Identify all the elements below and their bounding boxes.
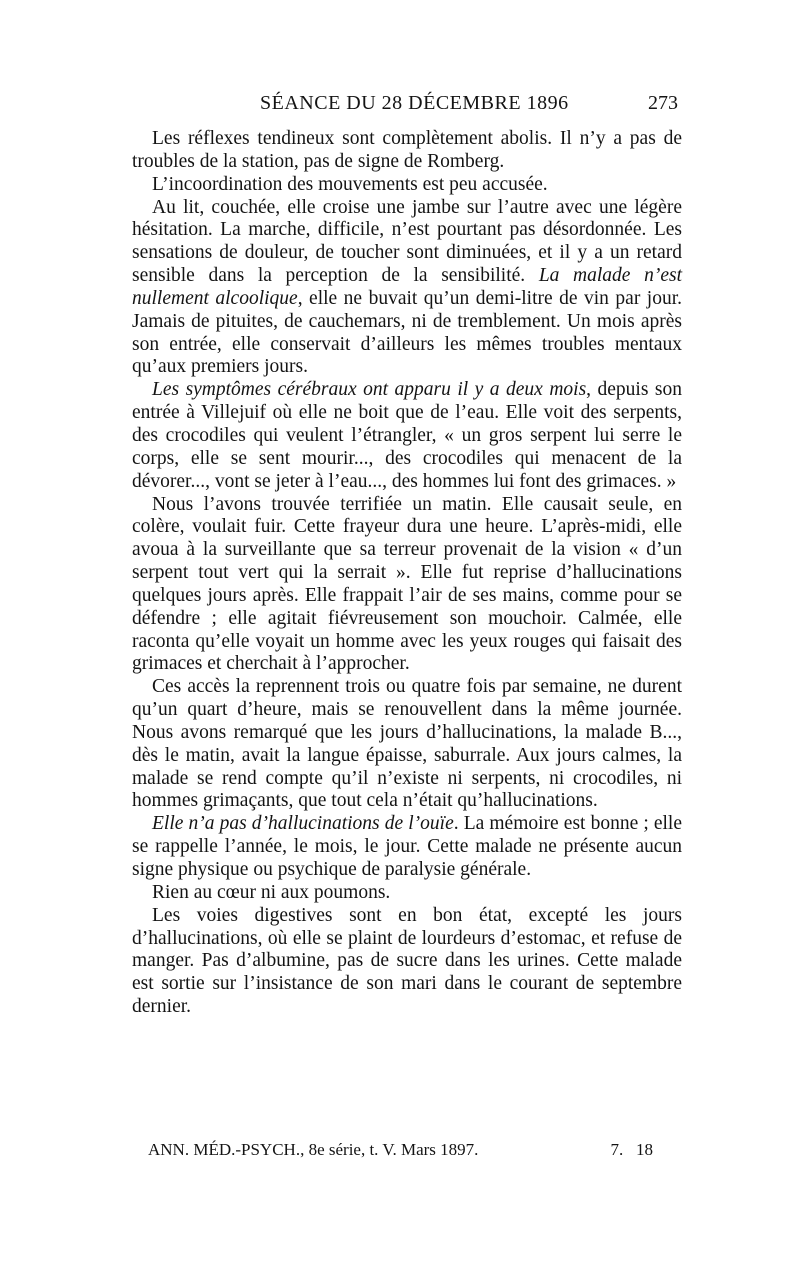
paragraph-text: L’incoordination des mouvements est peu accusée. (152, 173, 548, 195)
paragraph-text: Ces accès la reprennent trois ou quatre fois par semaine, ne durent qu’un quart d’heure, mais se renouvellent dans la même journée. Nous avons remarqué que les jours d’hallucinations, la malade B..., dès le matin, avait la langue épaisse, saburrale. Aux jours calmes, la malade se rend compte qu’il n’existe ni serpents, ni crocodiles, ni hommes grimaçants, que tout cela n’était qu’hallucinations. (132, 676, 682, 812)
page-header (132, 92, 682, 122)
journal-citation: ANN. MÉD.-PSYCH., 8e série, t. V. Mars 1897. (148, 1140, 479, 1159)
running-title: SÉANCE DU 28 DÉCEMBRE 1896 (260, 92, 569, 114)
page-footer (148, 1140, 653, 1166)
paragraph-ouie (132, 813, 682, 882)
paragraph-text: , elle ne buvait qu’un demi-litre de vin par jour. Jamais de pituites, de cauchemars, ni de tremblement. Un mois après son entrée, elle conservait d’ailleurs les mêmes troubles mentaux qu’aux premiers jours. (132, 287, 682, 378)
body-text (132, 128, 682, 1019)
italic-emphasis: Elle n’a pas d’hallucinations de l’ouïe (152, 813, 454, 835)
italic-emphasis: Les symptômes cérébraux ont apparu il y a deux mois (152, 379, 587, 401)
paragraph-reflexes (132, 128, 682, 174)
paragraph-au-lit (132, 197, 682, 380)
paragraph-text: Les réflexes tendineux sont complètement abolis. Il n’y a pas de troubles de la station, pas de signe de Romberg. (132, 128, 682, 172)
paragraph-coeur (132, 882, 682, 905)
paragraph-text: Rien au cœur ni aux poumons. (152, 881, 391, 903)
paragraph-incoordination (132, 174, 682, 197)
paragraph-voies-digestives (132, 905, 682, 1019)
paragraph-symptomes (132, 379, 682, 493)
paragraph-text: Les voies digestives sont en bon état, excepté les jours d’hallucinations, où elle se plaint de lourdeurs d’estomac, et refuse de manger. Pas d’albumine, pas de sucre dans les urines. Cette malade est sortie sur l’insistance de son mari dans le courant de septembre dernier. (132, 904, 682, 1018)
page-number: 273 (648, 92, 678, 114)
italic-emphasis: La malade n’est nullement alcoolique (132, 265, 682, 309)
paragraph-text: Au lit, couchée, elle croise une jambe sur l’autre avec une légère hésitation. La marche, difficile, n’est pourtant pas désordonnée. Les sensations de douleur, de toucher sont diminuées, et il y a un retard sensible dans la perception de la sensibilité. (132, 196, 682, 287)
paragraph-terrifiee (132, 494, 682, 677)
paragraph-text: . La mémoire est bonne ; elle se rappelle l’année, le mois, le jour. Cette malade ne présente aucun signe physique ou psychique de paralysie générale. (132, 813, 682, 880)
paragraph-text: , depuis son entrée à Villejuif où elle ne boit que de l’eau. Elle voit des serpents, des crocodiles qui veulent l’étrangler, « un gros serpent lui serre le corps, elle se sent mourir..., des crocodiles qui menacent de la dévorer..., vont se jeter à l’eau..., des hommes lui font des grimaces. » (132, 379, 683, 492)
paragraph-acces (132, 676, 682, 813)
paragraph-text: Nous l’avons trouvée terrifiée un matin. Elle causait seule, en colère, voulait fuir. Cette frayeur dura une heure. L’après-midi, elle avoua à la surveillante que sa terreur provenait de la vision « d’un serpent tout vert qui la serrait ». Elle fut reprise d’hallucinations quelques jours après. Elle frappait l’air de ses mains, comme pour se défendre ; elle agitait fiévreusement son mouchoir. Calmée, elle raconta qu’elle voyait un homme avec les yeux rouges qui faisait des grimaces et cherchait à l’approcher. (132, 493, 682, 675)
signature-mark: 7. 18 (610, 1140, 653, 1159)
